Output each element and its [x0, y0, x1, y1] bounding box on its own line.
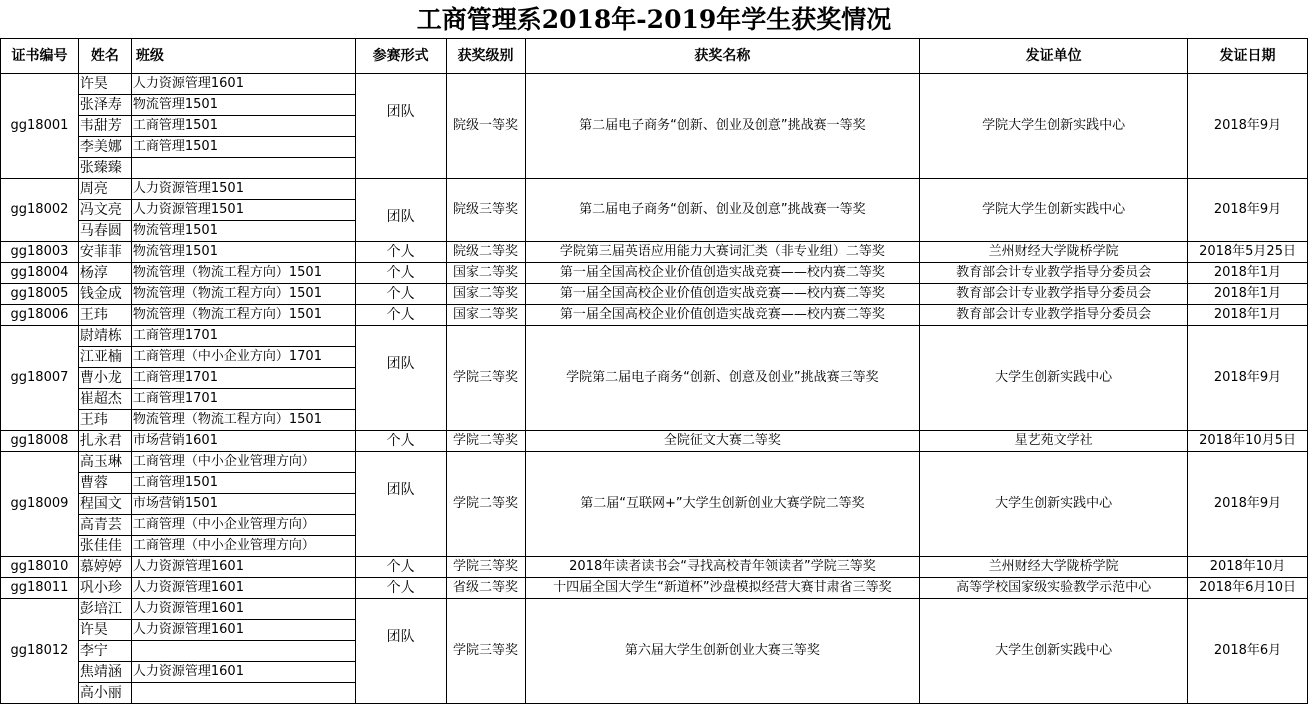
form-cell[interactable]: 个人 [355, 578, 446, 599]
date-cell[interactable]: 2018年5月25日 [1188, 242, 1308, 263]
class-cell[interactable]: 人力资源管理1601 [131, 620, 355, 641]
form-cell[interactable]: 个人 [355, 431, 446, 452]
table-row [1, 578, 1308, 599]
name-cell[interactable]: 高青芸 [78, 515, 131, 536]
level-cell[interactable]: 学院三等奖 [446, 599, 525, 704]
name-cell[interactable]: 许昊 [78, 620, 131, 641]
name-cell[interactable]: 王玮 [78, 305, 131, 326]
award-cell[interactable]: 第二届电子商务“创新、创业及创意”挑战赛一等奖 [525, 74, 920, 179]
level-cell[interactable]: 院级三等奖 [446, 179, 525, 242]
name-cell[interactable]: 韦甜芳 [78, 116, 131, 137]
date-cell[interactable]: 2018年1月 [1188, 263, 1308, 284]
issuer-cell[interactable]: 高等学校国家级实验教学示范中心 [920, 578, 1188, 599]
table-row [1, 305, 1308, 326]
date-cell[interactable]: 2018年9月 [1188, 452, 1308, 557]
cert-cell[interactable]: gg18004 [1, 263, 79, 284]
issuer-cell[interactable]: 教育部会计专业教学指导分委员会 [920, 263, 1188, 284]
issuer-cell[interactable]: 教育部会计专业教学指导分委员会 [920, 284, 1188, 305]
name-cell[interactable]: 张臻臻 [78, 158, 131, 179]
date-cell[interactable]: 2018年10月 [1188, 557, 1308, 578]
award-cell[interactable]: 第一届全国高校企业价值创造实战竞赛——校内赛二等奖 [525, 284, 920, 305]
class-cell[interactable]: 工商管理1501 [131, 116, 355, 137]
name-cell[interactable]: 扎永君 [78, 431, 131, 452]
class-cell[interactable]: 人力资源管理1501 [131, 200, 355, 221]
issuer-cell[interactable]: 大学生创新实践中心 [920, 452, 1188, 557]
name-cell[interactable]: 尉靖栋 [78, 326, 131, 347]
level-cell[interactable]: 院级二等奖 [446, 242, 525, 263]
class-cell[interactable]: 工商管理（中小企业管理方向） [131, 452, 355, 473]
table-row [1, 242, 1308, 263]
name-cell[interactable]: 慕婷婷 [78, 557, 131, 578]
table-row [1, 263, 1308, 284]
name-cell[interactable]: 张泽寿 [78, 95, 131, 116]
issuer-cell[interactable]: 大学生创新实践中心 [920, 599, 1188, 704]
name-cell[interactable]: 杨淳 [78, 263, 131, 284]
name-cell[interactable]: 彭培江 [78, 599, 131, 620]
header-class[interactable]: 班级 [131, 39, 355, 74]
table-row [1, 74, 1308, 95]
name-cell[interactable]: 冯文亮 [78, 200, 131, 221]
date-cell[interactable]: 2018年6月 [1188, 599, 1308, 704]
header-level[interactable]: 获奖级别 [446, 39, 525, 74]
class-cell[interactable]: 人力资源管理1601 [131, 74, 355, 95]
form-cell[interactable]: 团队 [355, 599, 446, 704]
name-cell[interactable]: 高玉琳 [78, 452, 131, 473]
cert-cell[interactable]: gg18011 [1, 578, 79, 599]
cert-cell[interactable]: gg18006 [1, 305, 79, 326]
name-cell[interactable]: 李宁 [78, 641, 131, 662]
header-form[interactable]: 参赛形式 [355, 39, 446, 74]
name-cell[interactable]: 江亚楠 [78, 347, 131, 368]
issuer-cell[interactable]: 兰州财经大学陇桥学院 [920, 557, 1188, 578]
cert-cell[interactable]: gg18002 [1, 179, 79, 242]
cert-cell[interactable]: gg18012 [1, 599, 79, 704]
date-cell[interactable]: 2018年9月 [1188, 179, 1308, 242]
class-cell[interactable]: 工商管理（中小企业管理方向） [131, 536, 355, 557]
form-cell[interactable]: 团队 [355, 74, 446, 179]
cert-cell[interactable]: gg18010 [1, 557, 79, 578]
date-cell[interactable]: 2018年9月 [1188, 74, 1308, 179]
date-cell[interactable]: 2018年6月10日 [1188, 578, 1308, 599]
name-cell[interactable]: 曹小龙 [78, 368, 131, 389]
issuer-cell[interactable]: 学院大学生创新实践中心 [920, 179, 1188, 242]
level-cell[interactable]: 国家二等奖 [446, 284, 525, 305]
sheet-title: 工商管理系2018年-2019年学生获奖情况 [416, 5, 892, 34]
class-cell[interactable]: 工商管理1701 [131, 368, 355, 389]
name-cell[interactable]: 焦靖涵 [78, 662, 131, 683]
table-row [1, 284, 1308, 305]
name-cell[interactable]: 钱金成 [78, 284, 131, 305]
level-cell[interactable]: 学院三等奖 [446, 326, 525, 431]
table-row [1, 599, 1308, 620]
award-cell[interactable]: 第一届全国高校企业价值创造实战竞赛——校内赛二等奖 [525, 263, 920, 284]
class-cell[interactable] [131, 158, 355, 179]
award-cell[interactable]: 学院第三届英语应用能力大赛词汇类（非专业组）二等奖 [525, 242, 920, 263]
cert-cell[interactable]: gg18007 [1, 326, 79, 431]
header-award[interactable]: 获奖名称 [525, 39, 920, 74]
form-cell[interactable]: 团队 [355, 326, 446, 431]
level-cell[interactable]: 学院二等奖 [446, 431, 525, 452]
cert-cell[interactable]: gg18009 [1, 452, 79, 557]
class-cell[interactable]: 人力资源管理1501 [131, 179, 355, 200]
name-cell[interactable]: 周亮 [78, 179, 131, 200]
award-cell[interactable]: 十四届全国大学生“新道杯”沙盘模拟经营大赛甘肃省三等奖 [525, 578, 920, 599]
date-cell[interactable]: 2018年9月 [1188, 326, 1308, 431]
issuer-cell[interactable]: 学院大学生创新实践中心 [920, 74, 1188, 179]
date-cell[interactable]: 2018年1月 [1188, 284, 1308, 305]
award-cell[interactable]: 全院征文大赛二等奖 [525, 431, 920, 452]
header-row [1, 39, 1308, 74]
table-body [1, 74, 1308, 704]
name-cell[interactable]: 曹蓉 [78, 473, 131, 494]
table-row [1, 326, 1308, 347]
form-cell[interactable]: 团队 [355, 452, 446, 557]
class-cell[interactable]: 人力资源管理1601 [131, 599, 355, 620]
class-cell[interactable]: 物流管理（物流工程方向）1501 [131, 305, 355, 326]
class-cell[interactable]: 工商管理1701 [131, 326, 355, 347]
class-cell[interactable]: 工商管理（中小企业方向）1701 [131, 347, 355, 368]
class-cell[interactable]: 市场营销1501 [131, 494, 355, 515]
table-row [1, 179, 1308, 200]
table-row [1, 431, 1308, 452]
cert-cell[interactable]: gg18005 [1, 284, 79, 305]
table-row [1, 452, 1308, 473]
award-cell[interactable]: 第二届电子商务“创新、创业及创意”挑战赛一等奖 [525, 179, 920, 242]
class-cell[interactable]: 人力资源管理1601 [131, 662, 355, 683]
header-name[interactable]: 姓名 [78, 39, 131, 74]
class-cell[interactable]: 物流管理1501 [131, 221, 355, 242]
class-cell[interactable]: 市场营销1601 [131, 431, 355, 452]
class-cell[interactable]: 工商管理（中小企业管理方向） [131, 515, 355, 536]
awards-table [0, 38, 1308, 704]
issuer-cell[interactable]: 教育部会计专业教学指导分委员会 [920, 305, 1188, 326]
issuer-cell[interactable]: 星艺苑文学社 [920, 431, 1188, 452]
name-cell[interactable]: 张佳佳 [78, 536, 131, 557]
name-cell[interactable]: 崔超杰 [78, 389, 131, 410]
table-row [1, 557, 1308, 578]
level-cell[interactable]: 国家二等奖 [446, 305, 525, 326]
form-cell[interactable]: 个人 [355, 242, 446, 263]
award-cell[interactable]: 第二届“互联网+”大学生创新创业大赛学院二等奖 [525, 452, 920, 557]
name-cell[interactable]: 马春圆 [78, 221, 131, 242]
issuer-cell[interactable]: 大学生创新实践中心 [920, 326, 1188, 431]
award-cell[interactable]: 学院第二届电子商务“创新、创意及创业”挑战赛三等奖 [525, 326, 920, 431]
form-cell[interactable]: 个人 [355, 557, 446, 578]
level-cell[interactable]: 院级一等奖 [446, 74, 525, 179]
issuer-cell[interactable]: 兰州财经大学陇桥学院 [920, 242, 1188, 263]
class-cell[interactable]: 工商管理1501 [131, 137, 355, 158]
class-cell[interactable]: 人力资源管理1601 [131, 557, 355, 578]
cert-cell[interactable]: gg18003 [1, 242, 79, 263]
form-cell[interactable]: 团队 [355, 179, 446, 242]
level-cell[interactable]: 学院三等奖 [446, 557, 525, 578]
header-issuer[interactable]: 发证单位 [920, 39, 1188, 74]
award-cell[interactable]: 2018年读者读书会“寻找高校青年领读者”学院三等奖 [525, 557, 920, 578]
name-cell[interactable]: 安菲菲 [78, 242, 131, 263]
name-cell[interactable]: 高小丽 [78, 683, 131, 704]
class-cell[interactable] [131, 641, 355, 662]
name-cell[interactable]: 李美娜 [78, 137, 131, 158]
form-cell[interactable]: 个人 [355, 284, 446, 305]
form-cell[interactable]: 个人 [355, 305, 446, 326]
name-cell[interactable]: 许昊 [78, 74, 131, 95]
cert-cell[interactable]: gg18001 [1, 74, 79, 179]
class-cell[interactable]: 物流管理1501 [131, 242, 355, 263]
level-cell[interactable]: 国家二等奖 [446, 263, 525, 284]
level-cell[interactable]: 省级二等奖 [446, 578, 525, 599]
class-cell[interactable]: 工商管理1501 [131, 473, 355, 494]
name-cell[interactable]: 程国文 [78, 494, 131, 515]
class-cell[interactable]: 物流管理1501 [131, 95, 355, 116]
class-cell[interactable] [131, 683, 355, 704]
name-cell[interactable]: 巩小珍 [78, 578, 131, 599]
name-cell[interactable]: 王玮 [78, 410, 131, 431]
class-cell[interactable]: 物流管理（物流工程方向）1501 [131, 410, 355, 431]
level-cell[interactable]: 学院二等奖 [446, 452, 525, 557]
date-cell[interactable]: 2018年1月 [1188, 305, 1308, 326]
award-cell[interactable]: 第六届大学生创新创业大赛三等奖 [525, 599, 920, 704]
class-cell[interactable]: 物流管理（物流工程方向）1501 [131, 263, 355, 284]
class-cell[interactable]: 人力资源管理1601 [131, 578, 355, 599]
header-cert[interactable]: 证书编号 [1, 39, 79, 74]
award-cell[interactable]: 第一届全国高校企业价值创造实战竞赛——校内赛二等奖 [525, 305, 920, 326]
class-cell[interactable]: 物流管理（物流工程方向）1501 [131, 284, 355, 305]
class-cell[interactable]: 工商管理1701 [131, 389, 355, 410]
header-date[interactable]: 发证日期 [1188, 39, 1308, 74]
cert-cell[interactable]: gg18008 [1, 431, 79, 452]
form-cell[interactable]: 个人 [355, 263, 446, 284]
date-cell[interactable]: 2018年10月5日 [1188, 431, 1308, 452]
